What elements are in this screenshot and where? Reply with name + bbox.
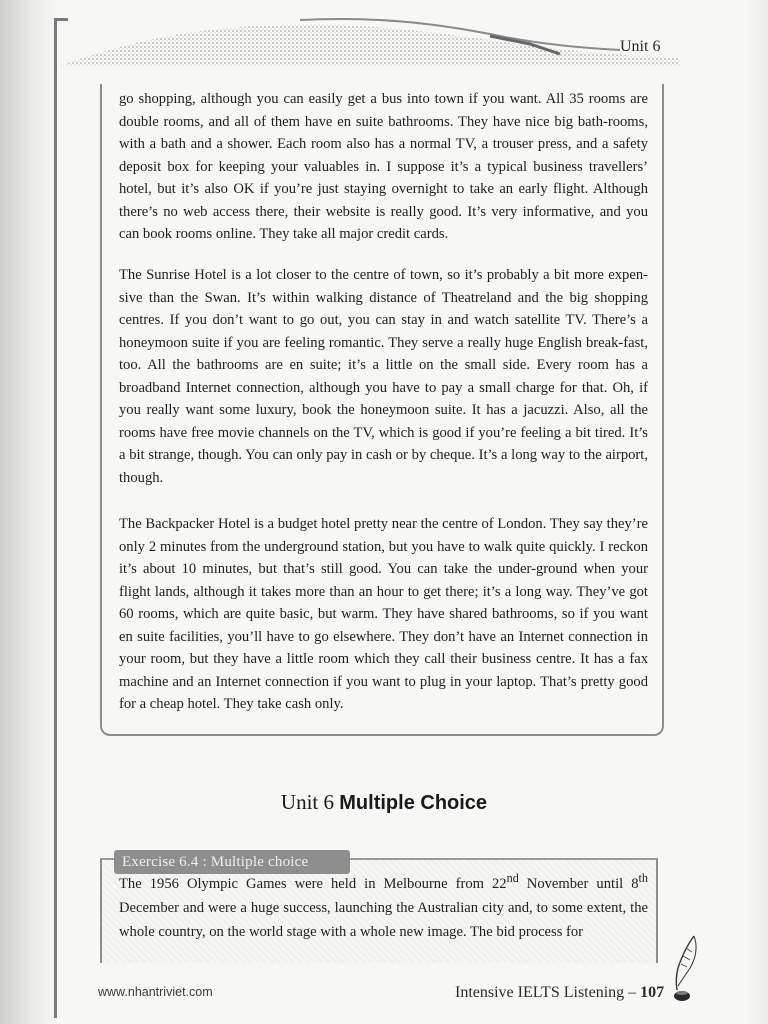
paragraph-backpacker-hotel: The Backpacker Hotel is a budget hotel pretty near the centre of London. They say they’re only 2 minutes from the underground station, but you have to walk quite quickly. I reckon it’s about 10 minutes, but that’s still good. You can take the under-ground when your flight lands, although it takes more than an hour to get there; it’s a long way. They’ve got 60 rooms, which are quite basic, but warm. They have shared bathrooms, so if you want en suite facilities, you’ll have to go elsewhere. They don’t have an Internet connection in your room, but they have a little room which they call their business centre. It has a fax machine and an Internet connection if you want to plug in your laptop. That’s pretty good for a cheap hotel. They take cash only. — [119, 516, 648, 712]
section-title — [0, 790, 768, 815]
header-decoration — [60, 14, 680, 66]
section-heading: Multiple Choice — [339, 792, 488, 814]
footer-page-number: 107 — [640, 984, 665, 1001]
paragraph-swan-hotel: go shopping, although you can easily get a bus into town if you want. All 35 rooms are double rooms, and all of them have en suite bathrooms. They have nice big bath-rooms, with a bath and a shower. Each room also has a normal TV, a trouser press, and a safety deposit box for keeping your valuables in. I suppose it’s a typical business travellers’ hotel, but it’s also OK if you’re just staying overnight to take an early flight. Although there’s no web access there, their website is really good. It’s very informative, and you can book rooms online. They take all major credit cards. — [119, 91, 648, 242]
unit-tab-label: Unit 6 — [620, 38, 661, 55]
exercise-text-part1: The 1956 Olympic Games were held in Melbourne from 22 — [119, 875, 507, 892]
exercise-text-part2: November until 8 — [518, 875, 639, 892]
paragraph-sunrise-hotel: The Sunrise Hotel is a lot closer to the centre of town, so it’s probably a bit more expen-sive than the Swan. It’s within walking distance of Theatreland and the big shopping centres. If you don’t want to go out, you can stay in and watch satellite TV. There’s a honeymoon suite if you are feeling romantic. They serve a really huge English break-fast, too. All the bathrooms are en suite; it’s a little on the small side. Every room has a broadband Internet connection, although you have to pay a small charge for that. Oh, if you really want some luxury, book the honeymoon suite. It has a jacuzzi. Also, all the rooms have free movie channels on the TV, which is good if you’re feeling a bit tired. It’s a bit strange, though. You can only pay in cash or by cheque. It’s a long way to the airport, though. — [119, 267, 648, 486]
quill-icon — [664, 934, 704, 1004]
page-edge-line — [54, 18, 57, 1018]
exercise-sup-nd: nd — [506, 871, 519, 885]
footer-website: www.nhantriviet.com — [98, 985, 213, 999]
footer-book-title: Intensive IELTS Listening – — [455, 984, 637, 1001]
section-unit: Unit 6 — [280, 790, 335, 814]
scan-shadow-right — [746, 0, 768, 1024]
exercise-text-part3: December and were a huge success, launching the Australian city and, to some extent, the whole country, on the world stage with a whole new image. The bid process for — [119, 899, 648, 940]
footer-book-info — [455, 984, 664, 1002]
exercise-label: Exercise 6.4 : Multiple choice — [114, 850, 350, 874]
exercise-sup-th: th — [638, 871, 648, 885]
scan-shadow-left — [0, 0, 58, 1024]
exercise-text — [119, 866, 648, 944]
